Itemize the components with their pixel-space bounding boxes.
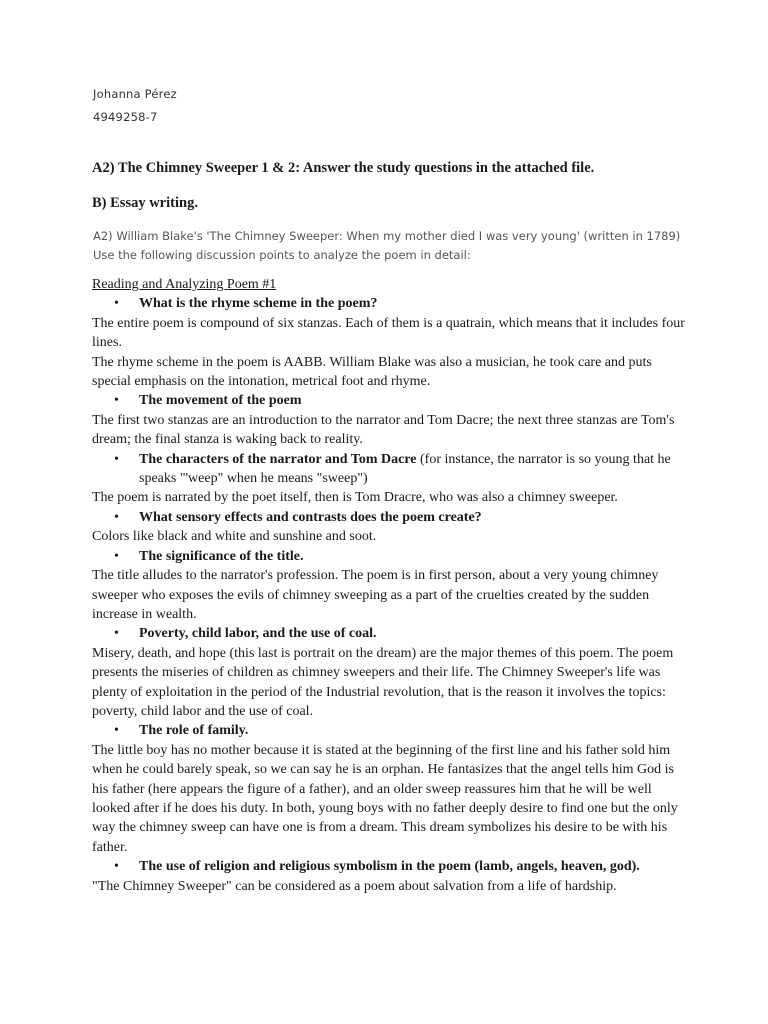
bullet-icon: • — [114, 451, 119, 467]
answer-paragraph: The poem is narrated by the poet itself, then is Tom Dracre, who was also a chimney sweeper. — [92, 490, 618, 506]
discussion-point — [92, 508, 692, 527]
answer-paragraph: Colors like black and white and sunshine and soot. — [92, 529, 377, 545]
bullet-icon: • — [114, 296, 119, 312]
answer-paragraph: The rhyme scheme in the poem is AABB. William Blake was also a musician, he took care and puts special emphasis on the intonation, metrical foot and rhyme. — [92, 354, 652, 390]
discussion-question: What sensory effects and contrasts does the poem create? — [139, 509, 482, 525]
discussion-point — [92, 624, 692, 643]
task-b-heading: B) Essay writing. — [92, 195, 198, 211]
discussion-question: Poverty, child labor, and the use of coal. — [139, 626, 377, 642]
bullet-icon: • — [114, 723, 119, 739]
discussion-list — [92, 294, 692, 896]
bullet-icon: • — [114, 548, 119, 564]
bullet-icon: • — [114, 859, 119, 875]
discussion-point — [92, 391, 692, 410]
bullet-icon: • — [114, 626, 119, 642]
bullet-icon: • — [114, 509, 119, 525]
discussion-question: What is the rhyme scheme in the poem? — [139, 296, 378, 312]
student-id: 4949258-7 — [93, 110, 158, 124]
answer-paragraph: The little boy has no mother because it is stated at the beginning of the first line and his father sold him when he could barely speak, so we can say he is an orphan. He fantasizes that the angel tells him God is his father (here appears the figure of a father), and an older sweep reassures him that he will be well looked after if he does his duty. In both, young boys with no father deeply desire to find one but the only way the chimney sweep can have one is from a dream. This dream symbolizes his desire to be with his father. — [92, 742, 678, 855]
bullet-icon: • — [114, 393, 119, 409]
analysis-body — [92, 275, 692, 896]
assignment-intro: A2) William Blake's 'The Chimney Sweeper: When my mother died I was very young' (written in 1789) Use the following discussion points to analyze the poem in detail: — [93, 229, 681, 262]
author-name: Johanna Pérez — [93, 87, 177, 101]
discussion-question: The use of religion and religious symbolism in the poem (lamb, angels, heaven, god). — [139, 859, 640, 875]
answer-paragraph: The title alludes to the narrator's profession. The poem is in first person, about a very young chimney sweeper who exposes the evils of chimney sweeping as a part of the cruelties created by the sudden increase in wealth. — [92, 568, 659, 622]
answer-paragraph: The entire poem is compound of six stanzas. Each of them is a quatrain, which means that it includes four lines. — [92, 315, 685, 351]
task-a2-heading: A2) The Chimney Sweeper 1 & 2: Answer the study questions in the attached file. — [92, 160, 595, 176]
discussion-question: The movement of the poem — [139, 393, 302, 409]
discussion-question: The significance of the title. — [139, 548, 304, 564]
discussion-question-note: (for instance, the narrator is so young that he speaks "'weep" when he means "sweep") — [139, 451, 671, 487]
answer-paragraph: The first two stanzas are an introduction to the narrator and Tom Dacre; the next three stanzas are Tom's dream; the final stanza is waking back to reality. — [92, 412, 675, 448]
discussion-point — [92, 294, 692, 313]
discussion-point — [92, 857, 692, 876]
discussion-question: The role of family. — [139, 723, 249, 739]
discussion-question: The characters of the narrator and Tom Dacre — [139, 451, 417, 467]
discussion-point — [92, 547, 692, 566]
answer-paragraph: Misery, death, and hope (this last is portrait on the dream) are the major themes of this poem. The poem presents the miseries of children as chimney sweepers and their life. The Chimney Sweeper's life was plenty of exploitation in the period of the Industrial revolution, that is the reason it involves the topics: poverty, child labor and the use of coal. — [92, 645, 674, 719]
discussion-point — [92, 721, 692, 740]
answer-paragraph: "The Chimney Sweeper" can be considered as a poem about salvation from a life of hardship. — [92, 878, 617, 894]
discussion-point — [92, 450, 692, 489]
section-title: Reading and Analyzing Poem #1 — [92, 277, 277, 292]
